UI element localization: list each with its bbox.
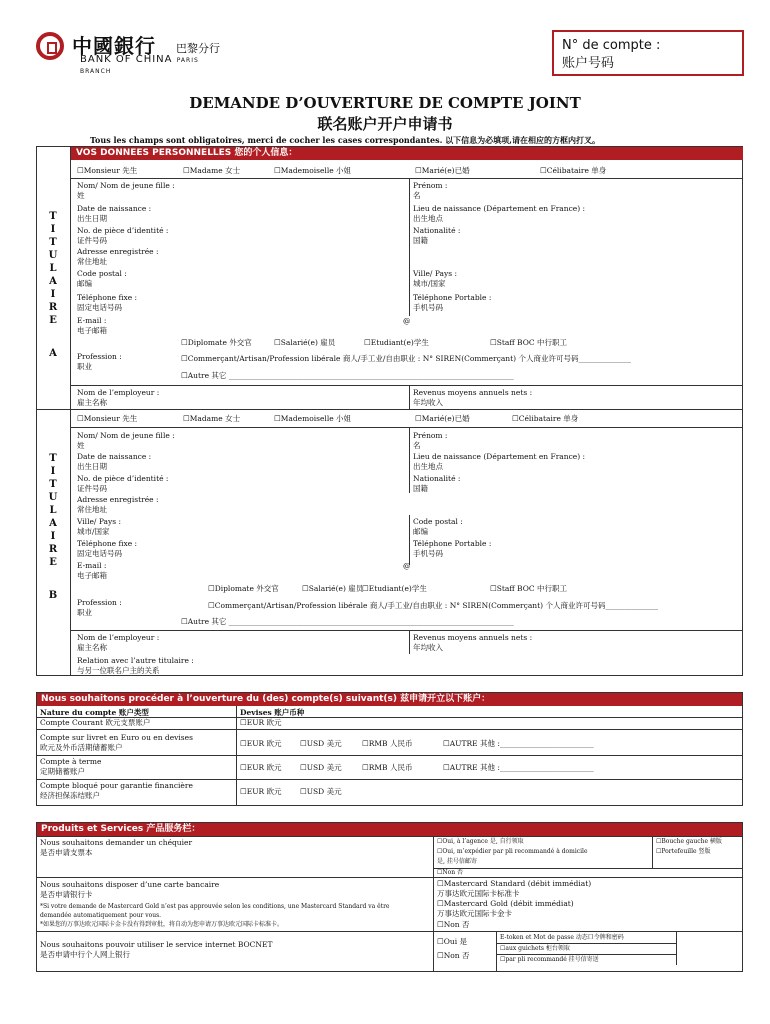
field-label: Téléphone Portable :	[413, 539, 492, 548]
page-title-cn: 联名账户开户申请书	[317, 115, 453, 133]
field-label-cn: 名	[413, 441, 421, 450]
checkbox-cheque-portefeuille[interactable]: ☐Portefeuille 竖版	[656, 848, 711, 855]
field-label-cn: 城市/国家	[77, 527, 110, 536]
titulaire-a-letter: A	[49, 348, 57, 359]
row-divider	[36, 755, 743, 756]
field-piece-identite-b[interactable]	[77, 474, 168, 494]
field-label: Date de naissance :	[77, 204, 152, 213]
row-divider	[496, 943, 676, 944]
checkbox-courant-eur[interactable]: ☐EUR 欧元	[240, 718, 282, 727]
card-note-3: *如果您的万事达欧元国际卡金卡没有得到审批，将自动为您申请万事达欧元国际卡标准卡。	[40, 921, 284, 928]
field-label: E-mail :	[77, 561, 107, 570]
field-tel-portable-b[interactable]	[413, 539, 491, 559]
field-label-cn: 年均收入	[413, 398, 443, 407]
field-label: Relation avec l’autre titulaire :	[77, 656, 194, 665]
service-label-cn: 是否申请银行卡	[40, 890, 93, 899]
field-label-cn: 手机号码	[413, 303, 443, 312]
checkbox-monsieur-b[interactable]: ☐Monsieur 先生	[77, 414, 138, 423]
checkbox-terme-usd[interactable]: ☐USD 美元	[300, 763, 342, 772]
row-divider	[36, 729, 743, 730]
field-email-a[interactable]	[77, 316, 107, 336]
field-label-cn: 与另一位联名户主的关系	[77, 666, 160, 675]
side-b-letter: T	[49, 479, 57, 490]
side-a-letter: U	[48, 250, 58, 261]
field-label: No. de pièce d’identité :	[77, 474, 169, 483]
checkbox-madame-b[interactable]: ☐Madame 女士	[183, 414, 241, 423]
checkbox-autre-b[interactable]: ☐Autre 其它 ____________________________________________________________________________	[181, 617, 514, 626]
col-divider	[409, 385, 410, 409]
field-label-cn: 雇主名称	[77, 398, 107, 407]
account-type-courant: Compte Courant 欧元支票账户	[40, 718, 151, 727]
field-date-naissance-a[interactable]	[77, 204, 151, 224]
logo-cn: 中國銀行	[72, 34, 156, 58]
accounts-header: Nous souhaitons procéder à l’ouverture du (des) compte(s) suivant(s) 兹申请开立以下账户：	[37, 693, 742, 706]
bocnet-etoken-label: E-token et Mot de passe 动态口令牌和密码	[500, 934, 624, 941]
field-label-cn: 常住地址	[77, 257, 107, 266]
row-divider	[70, 427, 742, 428]
row-divider	[36, 931, 743, 932]
checkbox-carte-non[interactable]: ☐Non 否	[437, 920, 470, 929]
checkbox-livret-autre[interactable]: ☐AUTRE 其他 :_________________________	[443, 739, 594, 748]
col-divider	[433, 836, 434, 971]
field-label: E-mail :	[77, 316, 107, 325]
checkbox-autre-a[interactable]: ☐Autre 其它 ____________________________________________________________________________	[181, 371, 514, 380]
checkbox-livret-usd[interactable]: ☐USD 美元	[300, 739, 342, 748]
side-b-letter: I	[50, 466, 56, 477]
side-b-letter: U	[48, 492, 58, 503]
mastercard-gold-cn: 万事达欧元国际卡金卡	[437, 909, 512, 918]
checkbox-bocnet-recommande[interactable]: ☐par pli recommandé 挂号信寄送	[500, 956, 599, 963]
field-piece-identite-a[interactable]	[77, 226, 168, 246]
field-label-cn: 常住地址	[77, 505, 107, 514]
field-relation-b[interactable]	[77, 656, 194, 676]
field-adresse-a[interactable]	[77, 247, 159, 267]
logo-en	[80, 54, 226, 76]
field-label-cn: 电子邮箱	[77, 326, 107, 335]
service-label-cn: 是否申请中行个人网上银行	[40, 950, 130, 959]
titulaire-b-label	[36, 452, 70, 602]
checkbox-mademoiselle-a[interactable]: ☐Mademoiselle 小姐	[274, 166, 352, 175]
row-divider	[70, 630, 742, 631]
intro-text: Tous les champs sont obligatoires, merci de cocher les cases correspondantes. 以下信息为必填项,请在相应的方框内打叉。	[90, 135, 600, 145]
bank-logo	[36, 30, 226, 75]
field-label: Lieu de naissance (Département en France) :	[413, 452, 586, 461]
account-type-label: Compte bloqué pour garantie financière	[40, 781, 193, 790]
service-label-cn: 是否申请支票本	[40, 848, 93, 857]
logo-en-text: BANK OF CHINA	[80, 54, 173, 65]
field-tel-fixe-a[interactable]	[77, 293, 137, 313]
field-label-cn: 邮编	[413, 527, 428, 536]
account-type-label-cn: 欧元及外币活期储蓄账户	[40, 743, 123, 752]
row-divider	[36, 836, 743, 837]
services-header: Produits et Services 产品服务栏：	[37, 823, 742, 836]
checkbox-bocnet-non[interactable]: ☐Non 否	[437, 951, 470, 960]
checkbox-celibataire-b[interactable]: ☐Célibataire 单身	[512, 414, 579, 423]
field-label-cn: 证件号码	[77, 236, 107, 245]
checkbox-salarie-a[interactable]: ☐Salarié(e) 雇员	[274, 338, 336, 347]
account-type-label: Compte sur livret en Euro ou en devises	[40, 733, 193, 742]
field-label: Adresse enregistrée :	[77, 495, 159, 504]
field-label-cn: 名	[413, 191, 421, 200]
titulaire-b-letter: B	[48, 590, 58, 601]
logo-cn-sub: 巴黎分行	[176, 42, 220, 55]
field-label: Profession :	[77, 598, 122, 607]
checkbox-mademoiselle-b[interactable]: ☐Mademoiselle 小姐	[274, 414, 352, 423]
field-ville-a[interactable]	[413, 269, 457, 289]
field-nationalite-a[interactable]	[413, 226, 460, 246]
field-label-cn: 出生日期	[77, 214, 107, 223]
side-a-letter: E	[49, 315, 57, 326]
field-adresse-b[interactable]	[77, 495, 159, 515]
checkbox-celibataire-a[interactable]: ☐Célibataire 单身	[540, 166, 607, 175]
checkbox-cheque-bouche[interactable]: ☐Bouche gauche 横版	[656, 838, 722, 845]
side-b-letter: R	[48, 544, 58, 555]
side-a-letter: I	[50, 289, 56, 300]
field-label-cn: 固定电话号码	[77, 549, 122, 558]
card-note-2: demandée automatiquement pour vous.	[40, 912, 162, 919]
col-divider	[496, 931, 497, 971]
checkbox-etudiant-b[interactable]: ☐Etudiant(e)学生	[362, 584, 427, 593]
personal-data-header: VOS DONNEES PERSONNELLES 您的个人信息：	[70, 147, 743, 160]
account-type-label-cn: 经济担保冻结账户	[40, 791, 100, 800]
checkbox-cheque-agence[interactable]: ☐Oui, à l’agence 是, 自行领取	[437, 838, 524, 845]
titulaire-divider	[36, 409, 743, 410]
field-label: Prénom :	[413, 181, 448, 190]
col-divider	[409, 427, 410, 493]
side-divider	[70, 147, 71, 675]
account-type-bloque	[40, 781, 193, 801]
side-a-letter: I	[50, 224, 56, 235]
checkbox-mastercard-standard[interactable]: ☐Mastercard Standard (débit immédiat)	[437, 879, 592, 888]
row-divider	[36, 877, 743, 878]
field-tel-fixe-b[interactable]	[77, 539, 137, 559]
field-profession-b	[77, 598, 122, 618]
checkbox-marie-b[interactable]: ☐Marié(e)已婚	[415, 414, 470, 423]
field-label-cn: 城市/国家	[413, 279, 446, 288]
field-label-cn: 手机号码	[413, 549, 443, 558]
field-label: Nom de l’employeur :	[77, 388, 160, 397]
service-label: Nous souhaitons pouvoir utiliser le service internet BOCNET	[40, 940, 273, 949]
checkbox-monsieur-a[interactable]: ☐Monsieur 先生	[77, 166, 138, 175]
side-a-letter: R	[48, 302, 58, 313]
field-ville-b[interactable]	[77, 517, 121, 537]
checkbox-livret-eur[interactable]: ☐EUR 欧元	[240, 739, 282, 748]
account-number-label: N° de compte :	[562, 38, 661, 53]
titulaire-a-label	[36, 210, 70, 360]
service-bocnet	[40, 940, 272, 960]
field-revenus-a[interactable]	[413, 388, 532, 408]
field-label: Ville/ Pays :	[77, 517, 122, 526]
field-nom-b[interactable]	[77, 431, 175, 451]
field-nom-a[interactable]	[77, 181, 175, 201]
side-b-letter: L	[49, 505, 57, 516]
field-label-cn: 年均收入	[413, 643, 443, 652]
service-carte	[40, 880, 219, 900]
col-divider	[409, 267, 410, 316]
service-cheque	[40, 838, 192, 858]
field-label: Code postal :	[77, 269, 127, 278]
checkbox-diplomate-a[interactable]: ☐Diplomate 外交官	[181, 338, 252, 347]
field-prenom-b[interactable]	[413, 431, 447, 451]
col-divider	[652, 836, 653, 868]
email-at-sign: @	[403, 561, 411, 570]
side-a-letter: L	[49, 263, 57, 274]
field-label: Nationalité :	[413, 226, 461, 235]
page-title: DEMANDE D’OUVERTURE DE COMPTE JOINT	[189, 94, 581, 112]
mastercard-standard-cn: 万事达欧元国际卡标准卡	[437, 889, 520, 898]
checkbox-mastercard-gold[interactable]: ☐Mastercard Gold (débit immédiat)	[437, 899, 574, 908]
checkbox-bloque-usd[interactable]: ☐USD 美元	[300, 787, 342, 796]
field-label: Nom/ Nom de jeune fille :	[77, 181, 175, 190]
field-lieu-naissance-b[interactable]	[413, 452, 585, 472]
checkbox-marie-a[interactable]: ☐Marié(e)已婚	[415, 166, 470, 175]
account-type-label: Compte à terme	[40, 757, 102, 766]
field-label: Téléphone Portable :	[413, 293, 492, 302]
field-label-cn: 职业	[77, 362, 92, 371]
field-code-postal-b[interactable]	[413, 517, 463, 537]
field-label: Nom de l’employeur :	[77, 633, 160, 642]
checkbox-terme-eur[interactable]: ☐EUR 欧元	[240, 763, 282, 772]
row-divider	[496, 954, 676, 955]
field-label-cn: 邮编	[77, 279, 92, 288]
checkbox-commercant-b[interactable]: ☐Commerçant/Artisan/Profession libérale 商人/手工业/自由职业 : N° SIREN(Commerçant) 个人商业许可号码______________	[208, 601, 658, 610]
field-label: Nationalité :	[413, 474, 461, 483]
field-label-cn: 固定电话号码	[77, 303, 122, 312]
checkbox-bloque-eur[interactable]: ☐EUR 欧元	[240, 787, 282, 796]
field-label-cn: 证件号码	[77, 484, 107, 493]
field-date-naissance-b[interactable]	[77, 452, 151, 472]
bank-emblem-icon	[36, 32, 64, 60]
field-profession-a	[77, 352, 122, 372]
checkbox-etudiant-a[interactable]: ☐Etudiant(e)学生	[364, 338, 429, 347]
col-divider	[409, 515, 410, 565]
field-lieu-naissance-a[interactable]	[413, 204, 585, 224]
account-number-label-cn: 账户号码	[562, 56, 615, 71]
field-label: No. de pièce d’identité :	[77, 226, 169, 235]
field-label: Profession :	[77, 352, 122, 361]
side-b-letter: T	[49, 453, 57, 464]
row-divider	[433, 868, 743, 869]
side-a-letter: T	[49, 237, 57, 248]
account-number-box[interactable]	[552, 30, 744, 76]
side-b-letter: E	[49, 557, 57, 568]
field-label: Code postal :	[413, 517, 463, 526]
field-label: Téléphone fixe :	[77, 293, 138, 302]
side-a-letter: T	[49, 211, 57, 222]
email-at-sign: @	[403, 316, 411, 325]
field-label-cn: 职业	[77, 608, 92, 617]
field-label: Ville/ Pays :	[413, 269, 458, 278]
field-nationalite-b[interactable]	[413, 474, 460, 494]
row-divider	[70, 178, 742, 179]
col-divider	[409, 630, 410, 654]
field-prenom-a[interactable]	[413, 181, 447, 201]
field-label: Adresse enregistrée :	[77, 247, 159, 256]
field-label-cn: 姓	[77, 441, 85, 450]
field-label: Date de naissance :	[77, 452, 152, 461]
checkbox-livret-rmb[interactable]: ☐RMB 人民币	[362, 739, 413, 748]
side-b-letter: A	[49, 518, 57, 529]
card-note-1: *Si votre demande de Mastercard Gold n’est pas approuvée selon les conditions, une Mastercard Standard va être	[40, 903, 390, 910]
field-label-cn: 电子邮箱	[77, 571, 107, 580]
checkbox-bocnet-guichets[interactable]: ☐aux guichets 柜台领取	[500, 945, 570, 952]
checkbox-terme-autre[interactable]: ☐AUTRE 其他 :_________________________	[443, 763, 594, 772]
checkbox-diplomate-b[interactable]: ☐Diplomate 外交官	[208, 584, 279, 593]
accounts-col-nature: Nature du compte 账户类型	[40, 708, 149, 717]
row-divider	[70, 385, 742, 386]
field-label: Prénom :	[413, 431, 448, 440]
row-divider	[36, 779, 743, 780]
checkbox-terme-rmb[interactable]: ☐RMB 人民币	[362, 763, 413, 772]
logo-en-sub: PARIS BRANCH	[80, 57, 199, 75]
account-type-label-cn: 定期储蓄账户	[40, 767, 85, 776]
field-label-cn: 出生地点	[413, 214, 443, 223]
checkbox-bocnet-oui[interactable]: ☐Oui 是	[437, 937, 467, 946]
cheque-expedier-cn: 是, 挂号信邮寄	[437, 858, 477, 865]
field-label-cn: 国籍	[413, 236, 428, 245]
side-b-letter: I	[50, 531, 56, 542]
checkbox-commercant-a[interactable]: ☐Commerçant/Artisan/Profession libérale 商人/手工业/自由职业 : N° SIREN(Commerçant) 个人商业许可号码______________	[181, 354, 631, 363]
accounts-col-devises: Devises 账户币种	[240, 708, 305, 717]
field-label: Revenus moyens annuels nets :	[413, 388, 533, 397]
field-label-cn: 出生日期	[77, 462, 107, 471]
checkbox-salarie-b[interactable]: ☐Salarié(e) 雇员	[302, 584, 364, 593]
service-label: Nous souhaitons disposer d’une carte bancaire	[40, 880, 220, 889]
field-employeur-b[interactable]	[77, 633, 159, 653]
col-divider	[676, 931, 677, 965]
checkbox-staff-a[interactable]: ☐Staff BOC 中行职工	[490, 338, 567, 347]
field-email-b[interactable]	[77, 561, 107, 581]
account-type-livret	[40, 733, 193, 753]
side-a-letter: A	[49, 276, 57, 287]
field-label-cn: 姓	[77, 191, 85, 200]
checkbox-madame-a[interactable]: ☐Madame 女士	[183, 166, 241, 175]
service-label: Nous souhaitons demander un chéquier	[40, 838, 193, 847]
field-label: Nom/ Nom de jeune fille :	[77, 431, 175, 440]
field-code-postal-a[interactable]	[77, 269, 127, 289]
field-tel-portable-a[interactable]	[413, 293, 491, 313]
checkbox-cheque-non[interactable]: ☐Non 否	[437, 869, 464, 876]
field-label-cn: 雇主名称	[77, 643, 107, 652]
field-label: Lieu de naissance (Département en France) :	[413, 204, 586, 213]
checkbox-staff-b[interactable]: ☐Staff BOC 中行职工	[490, 584, 567, 593]
field-label-cn: 出生地点	[413, 462, 443, 471]
col-divider	[409, 178, 410, 275]
field-label-cn: 国籍	[413, 484, 428, 493]
account-type-terme	[40, 757, 101, 777]
field-employeur-a[interactable]	[77, 388, 159, 408]
field-revenus-b[interactable]	[413, 633, 532, 653]
checkbox-cheque-expedier[interactable]: ☐Oui, m’expédier par pli recommandé à domicile	[437, 848, 588, 855]
field-label: Téléphone fixe :	[77, 539, 138, 548]
field-label: Revenus moyens annuels nets :	[413, 633, 533, 642]
